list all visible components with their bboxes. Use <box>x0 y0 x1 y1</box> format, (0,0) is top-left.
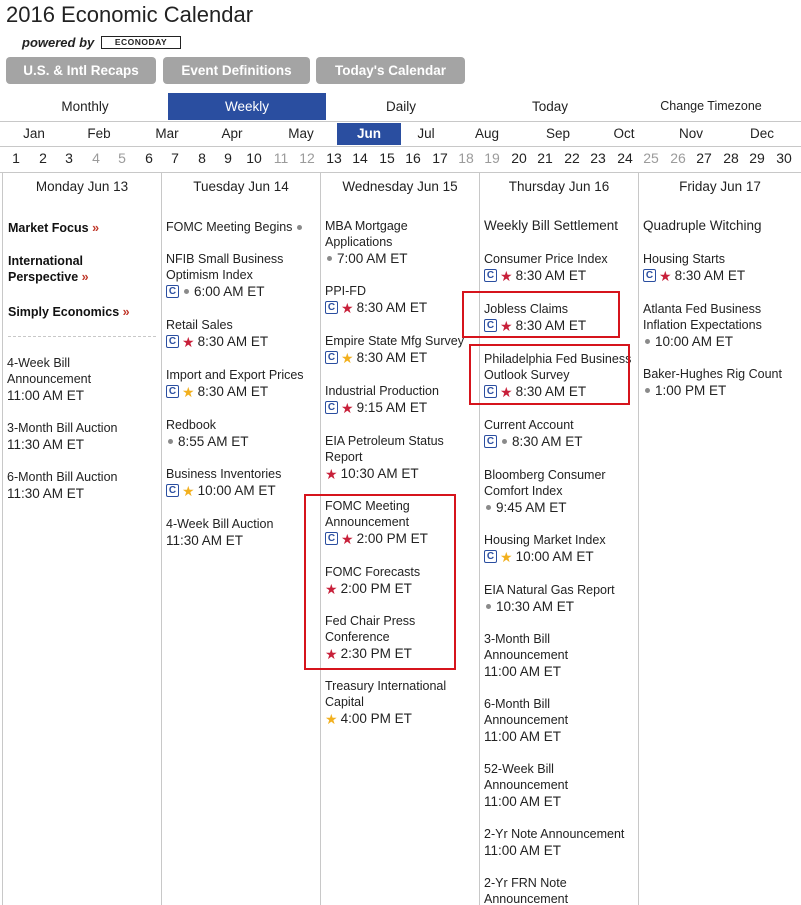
day-5[interactable]: 5 <box>118 150 126 166</box>
event-name: Quadruple Witching <box>643 218 762 233</box>
event-name: 2-Yr FRN Note <box>484 876 567 890</box>
day-14[interactable]: 14 <box>352 150 368 166</box>
low-importance-dot-icon <box>327 256 332 261</box>
consensus-c-icon[interactable]: C <box>325 532 338 545</box>
low-importance-dot-icon <box>184 289 189 294</box>
event-item[interactable] <box>325 218 408 267</box>
day-15[interactable]: 15 <box>379 150 395 166</box>
event-name: Announcement <box>7 372 92 386</box>
day-column-monday <box>2 173 161 905</box>
event-name: Business Inventories <box>166 467 282 481</box>
event-time: 11:30 AM ET <box>166 533 244 548</box>
day-17[interactable]: 17 <box>432 150 448 166</box>
consensus-c-icon[interactable]: C <box>484 550 497 563</box>
event-item[interactable] <box>166 466 281 499</box>
international-perspective-link[interactable] <box>8 253 89 285</box>
market-focus-link[interactable] <box>8 220 99 236</box>
event-item[interactable] <box>325 678 446 727</box>
event-time: 10:00 AM ET <box>655 334 734 349</box>
merit-star-icon: ★ <box>341 349 354 366</box>
low-importance-dot-icon <box>486 604 491 609</box>
simply-economics-link[interactable] <box>8 304 130 320</box>
event-item[interactable] <box>325 433 444 482</box>
event-item[interactable] <box>166 317 268 350</box>
consensus-c-icon[interactable]: C <box>484 435 497 448</box>
market-mover-star-icon: ★ <box>341 299 354 316</box>
event-item[interactable] <box>484 467 606 516</box>
event-time: 8:30 AM ET <box>512 434 583 449</box>
consensus-c-icon[interactable]: C <box>166 335 179 348</box>
event-name: Philadelphia Fed Business <box>484 352 632 366</box>
event-time: 11:30 AM ET <box>7 437 85 452</box>
link-label: Market Focus <box>8 221 89 235</box>
recaps-button[interactable]: U.S. & Intl Recaps <box>6 57 156 84</box>
event-name: Retail Sales <box>166 318 233 332</box>
event-name: EIA Natural Gas Report <box>484 583 615 597</box>
month-may[interactable]: May <box>288 126 314 141</box>
market-mover-star-icon: ★ <box>325 645 338 662</box>
consensus-c-icon[interactable]: C <box>325 301 338 314</box>
market-mover-star-icon: ★ <box>500 383 513 400</box>
day-18[interactable]: 18 <box>458 150 474 166</box>
event-name: Capital <box>325 695 364 709</box>
event-item[interactable] <box>484 875 568 905</box>
event-name: Empire State Mfg Survey <box>325 334 464 348</box>
month-jun[interactable]: Jun <box>337 123 401 145</box>
consensus-c-icon[interactable]: C <box>166 385 179 398</box>
month-jan[interactable]: Jan <box>23 126 45 141</box>
event-time: 8:30 AM ET <box>515 384 587 399</box>
day-29[interactable]: 29 <box>749 150 765 166</box>
econoday-logo[interactable]: ECONODAY <box>101 36 181 49</box>
day-23[interactable]: 23 <box>590 150 606 166</box>
divider <box>0 146 801 147</box>
event-time: 2:00 PM ET <box>340 581 412 596</box>
event-time: 11:00 AM ET <box>484 729 562 744</box>
event-time: 11:00 AM ET <box>484 794 562 809</box>
day-header: Friday Jun 17 <box>679 179 761 194</box>
event-time: 8:30 AM ET <box>356 300 428 315</box>
event-time: 6:00 AM ET <box>194 284 265 299</box>
month-aug[interactable]: Aug <box>474 126 500 141</box>
event-item[interactable] <box>484 761 568 810</box>
event-name: EIA Petroleum Status <box>325 434 444 448</box>
event-item[interactable] <box>643 301 762 350</box>
event-name: Report <box>325 450 363 464</box>
event-item[interactable] <box>484 417 583 450</box>
market-mover-star-icon: ★ <box>500 317 513 334</box>
event-name: Import and Export Prices <box>166 368 304 382</box>
event-item[interactable] <box>643 366 782 399</box>
arrow-icon: » <box>81 270 89 284</box>
link-label: Perspective <box>8 270 79 284</box>
tab-daily[interactable]: Daily <box>385 99 416 114</box>
month-jul[interactable]: Jul <box>417 126 435 141</box>
event-name: 6-Month Bill <box>484 697 550 711</box>
event-item[interactable] <box>325 333 464 366</box>
event-time: 7:00 AM ET <box>337 251 408 266</box>
event-item[interactable] <box>643 218 762 234</box>
event-time: 10:30 AM ET <box>340 466 419 481</box>
event-definitions-button[interactable]: Event Definitions <box>163 57 310 84</box>
event-name: Housing Market Index <box>484 533 606 547</box>
arrow-icon: » <box>122 305 130 319</box>
event-name: Announcement <box>484 778 569 792</box>
event-name: Optimism Index <box>166 268 253 282</box>
event-name: 3-Month Bill <box>484 632 550 646</box>
day-10[interactable]: 10 <box>246 150 262 166</box>
view-tabs <box>0 93 801 121</box>
change-timezone-link[interactable]: Change Timezone <box>660 99 762 113</box>
event-name: Jobless Claims <box>484 302 569 316</box>
todays-calendar-button[interactable]: Today's Calendar <box>316 57 465 84</box>
event-name: Applications <box>325 235 393 249</box>
month-mar[interactable]: Mar <box>155 126 179 141</box>
event-time: 8:30 AM ET <box>197 334 269 349</box>
event-item[interactable] <box>166 367 304 400</box>
day-30[interactable]: 30 <box>776 150 792 166</box>
day-27[interactable]: 27 <box>696 150 712 166</box>
event-item[interactable] <box>484 251 608 284</box>
event-name: 3-Month Bill Auction <box>7 421 118 435</box>
event-item[interactable] <box>643 251 745 284</box>
consensus-c-icon[interactable]: C <box>484 269 497 282</box>
month-dec[interactable]: Dec <box>749 126 774 141</box>
divider <box>0 121 801 122</box>
event-item[interactable] <box>484 582 615 615</box>
event-time: 8:30 AM ET <box>197 384 269 399</box>
day-column-thursday <box>479 173 638 905</box>
day-25[interactable]: 25 <box>643 150 659 166</box>
month-oct[interactable]: Oct <box>613 126 635 141</box>
day-3[interactable]: 3 <box>65 150 73 166</box>
event-name: Fed Chair Press <box>325 614 416 628</box>
event-name: 52-Week Bill <box>484 762 554 776</box>
consensus-c-icon[interactable]: C <box>166 285 179 298</box>
event-time: 1:00 PM ET <box>655 383 727 398</box>
event-item[interactable] <box>7 420 117 453</box>
event-name: PPI-FD <box>325 284 366 298</box>
event-name: Bloomberg Consumer <box>484 468 606 482</box>
event-item[interactable] <box>325 283 427 316</box>
event-time: 11:00 AM ET <box>7 388 85 403</box>
day-13[interactable]: 13 <box>326 150 342 166</box>
day-8[interactable]: 8 <box>198 150 206 166</box>
event-name: Baker-Hughes Rig Count <box>643 367 782 381</box>
day-column-friday <box>638 173 801 905</box>
link-label: International <box>8 254 84 268</box>
merit-star-icon: ★ <box>182 383 195 400</box>
market-mover-star-icon: ★ <box>341 530 354 547</box>
event-name: MBA Mortgage <box>325 219 408 233</box>
event-name: 4-Week Bill Auction <box>166 517 274 531</box>
event-time: 8:30 AM ET <box>674 268 746 283</box>
event-name: Conference <box>325 630 390 644</box>
highlight-box-fomc <box>304 494 456 670</box>
event-item[interactable] <box>484 631 568 680</box>
month-feb[interactable]: Feb <box>87 126 111 141</box>
separator <box>8 336 156 337</box>
market-mover-star-icon: ★ <box>182 333 195 350</box>
day-28[interactable]: 28 <box>723 150 739 166</box>
event-name: Treasury International <box>325 679 447 693</box>
event-name: Housing Starts <box>643 252 725 266</box>
day-16[interactable]: 16 <box>405 150 421 166</box>
consensus-c-icon[interactable]: C <box>325 401 338 414</box>
day-21[interactable]: 21 <box>537 150 553 166</box>
day-7[interactable]: 7 <box>171 150 179 166</box>
event-name: Atlanta Fed Business <box>643 302 762 316</box>
market-mover-star-icon: ★ <box>341 399 354 416</box>
day-header: Thursday Jun 16 <box>508 179 610 194</box>
market-mover-star-icon: ★ <box>325 465 338 482</box>
day-header: Wednesday Jun 15 <box>342 179 458 194</box>
day-1[interactable]: 1 <box>12 150 20 166</box>
event-name: Announcement <box>325 515 410 529</box>
day-11[interactable]: 11 <box>273 150 289 166</box>
tab-weekly[interactable]: Weekly <box>168 93 326 120</box>
event-item[interactable] <box>166 417 249 450</box>
event-name: Weekly Bill Settlement <box>484 218 619 233</box>
market-mover-star-icon: ★ <box>325 580 338 597</box>
event-item[interactable] <box>7 355 91 404</box>
highlight-box-jobless-claims <box>462 291 620 338</box>
event-item[interactable] <box>166 516 273 549</box>
low-importance-dot-icon <box>645 388 650 393</box>
consensus-c-icon[interactable]: C <box>484 319 497 332</box>
event-name: Current Account <box>484 418 574 432</box>
event-item[interactable] <box>166 219 304 236</box>
merit-star-icon: ★ <box>325 710 338 727</box>
page-title: 2016 Economic Calendar <box>6 2 254 27</box>
tab-today[interactable]: Today <box>531 99 569 114</box>
event-time: 8:30 AM ET <box>515 268 587 283</box>
low-importance-dot-icon <box>645 339 650 344</box>
consensus-c-icon[interactable]: C <box>484 385 497 398</box>
event-name: 6-Month Bill Auction <box>7 470 118 484</box>
low-importance-dot-icon <box>297 225 302 230</box>
event-name: Industrial Production <box>325 384 439 398</box>
tab-monthly[interactable]: Monthly <box>61 99 109 114</box>
month-selector <box>0 123 801 145</box>
day-header: Tuesday Jun 14 <box>193 179 289 194</box>
event-time: 10:00 AM ET <box>197 483 276 498</box>
day-2[interactable]: 2 <box>39 150 47 166</box>
powered-by-label: powered by <box>22 35 95 50</box>
event-time: 8:55 AM ET <box>178 434 249 449</box>
event-time: 10:30 AM ET <box>496 599 575 614</box>
day-header: Monday Jun 13 <box>35 179 129 194</box>
low-importance-dot-icon <box>486 505 491 510</box>
highlight-box-philly-fed <box>469 344 630 405</box>
event-time: 4:00 PM ET <box>340 711 412 726</box>
day-9[interactable]: 9 <box>224 150 232 166</box>
event-time: 9:15 AM ET <box>356 400 428 415</box>
low-importance-dot-icon <box>502 439 507 444</box>
consensus-c-icon[interactable]: C <box>166 484 179 497</box>
event-name: Comfort Index <box>484 484 563 498</box>
arrow-icon: » <box>92 221 100 235</box>
event-name: Announcement <box>484 713 569 727</box>
merit-star-icon: ★ <box>500 548 513 565</box>
month-sep[interactable]: Sep <box>545 126 571 141</box>
event-item[interactable] <box>484 696 568 745</box>
event-name: Consumer Price Index <box>484 252 608 266</box>
day-22[interactable]: 22 <box>564 150 580 166</box>
event-name: FOMC Meeting <box>325 499 410 513</box>
day-26[interactable]: 26 <box>670 150 686 166</box>
month-nov[interactable]: Nov <box>678 126 703 141</box>
event-item[interactable] <box>325 383 439 416</box>
event-time: 11:00 AM ET <box>484 843 562 858</box>
event-time: 8:30 AM ET <box>515 318 587 333</box>
day-24[interactable]: 24 <box>617 150 633 166</box>
event-name: NFIB Small Business <box>166 252 284 266</box>
month-apr[interactable]: Apr <box>221 126 243 141</box>
event-item[interactable] <box>484 826 624 859</box>
event-name: Inflation Expectations <box>643 318 762 332</box>
day-6[interactable]: 6 <box>145 150 153 166</box>
event-name: Outlook Survey <box>484 368 570 382</box>
consensus-c-icon[interactable]: C <box>643 269 656 282</box>
event-time: 11:30 AM ET <box>7 486 85 501</box>
event-item[interactable] <box>7 469 117 502</box>
low-importance-dot-icon <box>168 439 173 444</box>
event-name: FOMC Meeting Begins <box>166 220 293 234</box>
event-time: 10:00 AM ET <box>515 549 594 564</box>
market-mover-star-icon: ★ <box>500 267 513 284</box>
market-mover-star-icon: ★ <box>659 267 672 284</box>
link-label: Simply Economics <box>8 305 120 319</box>
event-item[interactable] <box>484 218 618 234</box>
event-name: Announcement <box>484 892 569 905</box>
day-4[interactable]: 4 <box>92 150 100 166</box>
event-time: 2:00 PM ET <box>356 531 428 546</box>
event-name: 4-Week Bill <box>7 356 70 370</box>
event-time: 9:45 AM ET <box>496 500 567 515</box>
day-12[interactable]: 12 <box>299 150 315 166</box>
event-item[interactable] <box>484 532 606 565</box>
event-time: 8:30 AM ET <box>356 350 428 365</box>
event-name: Announcement <box>484 648 569 662</box>
event-name: Redbook <box>166 418 217 432</box>
event-item[interactable] <box>166 251 283 300</box>
event-time: 11:00 AM ET <box>484 664 562 679</box>
consensus-c-icon[interactable]: C <box>325 351 338 364</box>
day-selector <box>0 150 801 170</box>
event-name: 2-Yr Note Announcement <box>484 827 625 841</box>
day-20[interactable]: 20 <box>511 150 527 166</box>
day-column-tuesday <box>161 173 320 905</box>
event-name: FOMC Forecasts <box>325 565 421 579</box>
event-time: 2:30 PM ET <box>340 646 412 661</box>
merit-star-icon: ★ <box>182 482 195 499</box>
day-19[interactable]: 19 <box>484 150 500 166</box>
